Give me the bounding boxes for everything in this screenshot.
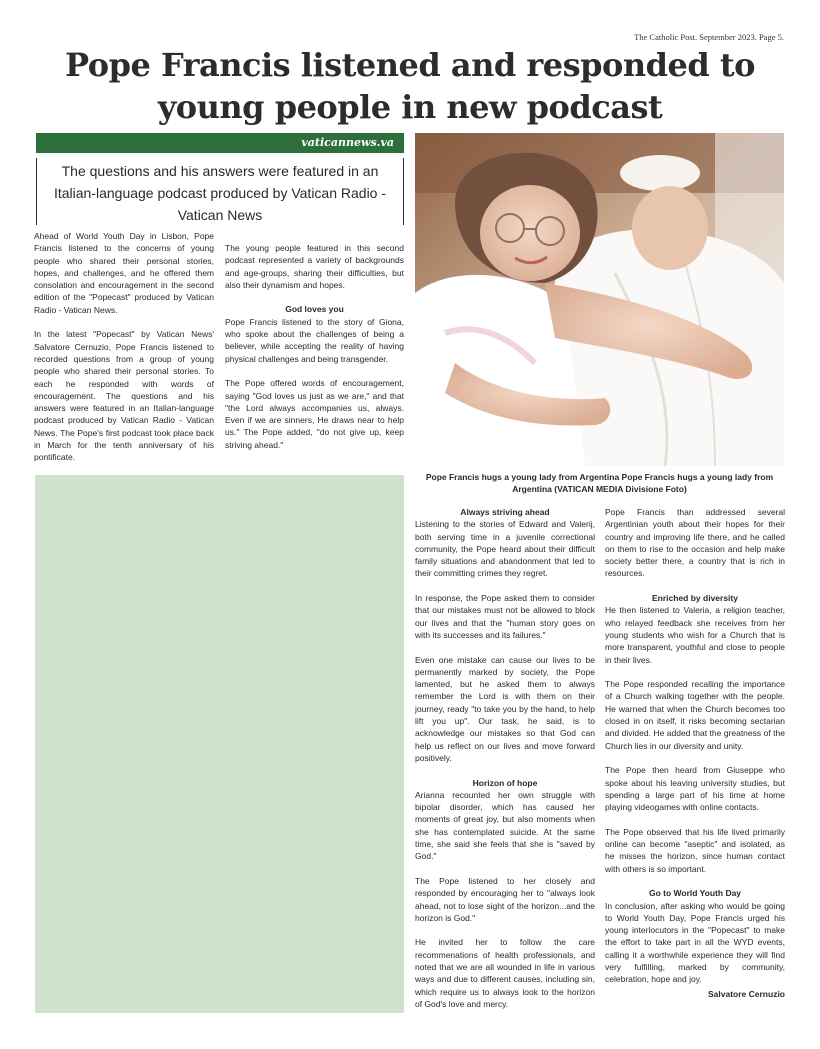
headline: Pope Francis listened and responded to young people in new podcast xyxy=(65,46,755,126)
paragraph: The Pope then heard from Giuseppe who spoke about his leaving university studies, but spending a large part of his time at home playing videogames with online contacts. xyxy=(605,765,785,813)
masthead: The Catholic Post. September 2023. Page 5. xyxy=(634,32,784,42)
subheading: Enriched by diversity xyxy=(652,593,738,604)
author-signature: Salvatore Cernuzio xyxy=(708,988,785,999)
paragraph: He then listened to Valeria, a religion teacher, who relayed feedback she receives from her young students who wish for a Church that is more transparent, youthful and close to people in their lives. xyxy=(605,605,785,665)
paragraph: Ahead of World Youth Day in Lisbon, Pope Francis listened to the concerns of young people who shared their personal stories, hopes, and challenges, and he offered them consolation and encouragement in the second edition of the "Popecast" produced by Vatican Radio - Vatican News. xyxy=(34,231,214,315)
paragraph: The Pope responded recalling the importance of a Church walking together with the people. He warned that when the Church becomes too closed in on itself, it risks becoming sectarian and divided. He added that the greatness of the Church lies in our diversity and unity. xyxy=(605,679,785,751)
subheading: Go to World Youth Day xyxy=(648,888,742,899)
article-photo xyxy=(415,133,784,466)
article-column-1 xyxy=(34,230,214,464)
subheading: Always striving ahead xyxy=(460,507,550,517)
subheading: Horizon of hope xyxy=(472,777,538,788)
paragraph: Even one mistake can cause our lives to be permanently marked by society, the Pope lamented, but he asked them to always remember the Lord is with them on their journey, ready "to take you by the hand, to help lift you up". Our task, he said, is to acknowledge our mistakes so that God can help us reflect on our lives and move forward positively. xyxy=(415,654,595,763)
advertisement-placeholder xyxy=(35,475,404,1013)
paragraph: In response, the Pope asked them to consider that our mistakes must not be allowed to block our lives and that the "human story goes on with its successes and its failures." xyxy=(415,593,595,640)
photo-caption: Pope Francis hugs a young lady from Argentina Pope Francis hugs a young lady from Argentina (VATICAN MEDIA Divisione Foto) xyxy=(425,472,774,494)
subheading: God loves you xyxy=(285,304,344,315)
source-bar[interactable]: vaticannews.va xyxy=(36,133,404,153)
pope-hug-photo-illustration xyxy=(415,133,784,466)
paragraph: Pope Francis listened to the story of Giona, who spoke about the challenges of being a believer, while accepting the reality of having physical challenges and being transgender. xyxy=(225,316,404,364)
paragraph: In conclusion, after asking who would be going to World Youth Day, Pope Francis urged his young interlocutors in the "Popecast" to make the effort to take part in all the WYD events, calling it a worthwhile experience they will find very fulfilling, marked by community, celebration, hope and joy. xyxy=(605,900,785,985)
paragraph: Listening to the stories of Edward and Valerij, both serving time in a juvenile correctional community, the Pope heard about their difficult family situations and abandonment that led to their committing crimes they regret. xyxy=(415,519,595,579)
article-column-4 xyxy=(605,506,785,1012)
paragraph: Arianna recounted her own struggle with bipolar disorder, which has caused her moments of great joy, but also moments when she has contemplated suicide. At the same time, she said she feels that she is "saved by God." xyxy=(415,789,595,862)
paragraph: He invited her to follow the care recommenations of health professionals, and noted that we are all wounded in life in various ways and due to different causes, including sin, which require us to always look to the horizon of God's love and mercy. xyxy=(415,937,595,1009)
standfirst: The questions and his answers were featured in an Italian-language podcast produced by Vatican Radio - Vatican News xyxy=(36,158,404,225)
article-column-3 xyxy=(415,506,595,1010)
paragraph: The Pope offered words of encouragement, saying "God loves us just as we are," and that "the Lord always accompanies us, always. Even if we are sinners, He draws near to help us." The Pope added, "do not give up, keep striving ahead." xyxy=(225,378,404,450)
article-column-2 xyxy=(225,242,404,451)
paragraph: The Pope listened to her closely and responded by encouraging her to "always look ahead, not to lose sight of the horizon...and the horizon is God." xyxy=(415,875,595,923)
paragraph: The Pope observed that his life lived primarily online can become "aseptic" and isolated, as he misses the horizon, since human contact with others is so important. xyxy=(605,826,785,874)
paragraph: Pope Francis than addressed several Argentinian youth about their hopes for their country and improving life there, and he called on them to rise to the occasion and help make society better there, a country that is rich in resources. xyxy=(605,507,785,579)
paragraph: The young people featured in this second podcast represented a variety of backgrounds and age-groups, sharing their difficulties, but also their dynamism and hopes. xyxy=(225,243,404,290)
paragraph: In the latest "Popecast" by Vatican News' Salvatore Cernuzio, Pope Francis listened to recorded questions from a group of young people who shared their personal stories. To each he responded with words of encouragement. The questions and his answers were featured in an Italian-language podcast produced by Vatican Radio - Vatican News. The Pope's first podcast took place back in March for the tenth anniversary of his pontificate. xyxy=(34,329,214,463)
